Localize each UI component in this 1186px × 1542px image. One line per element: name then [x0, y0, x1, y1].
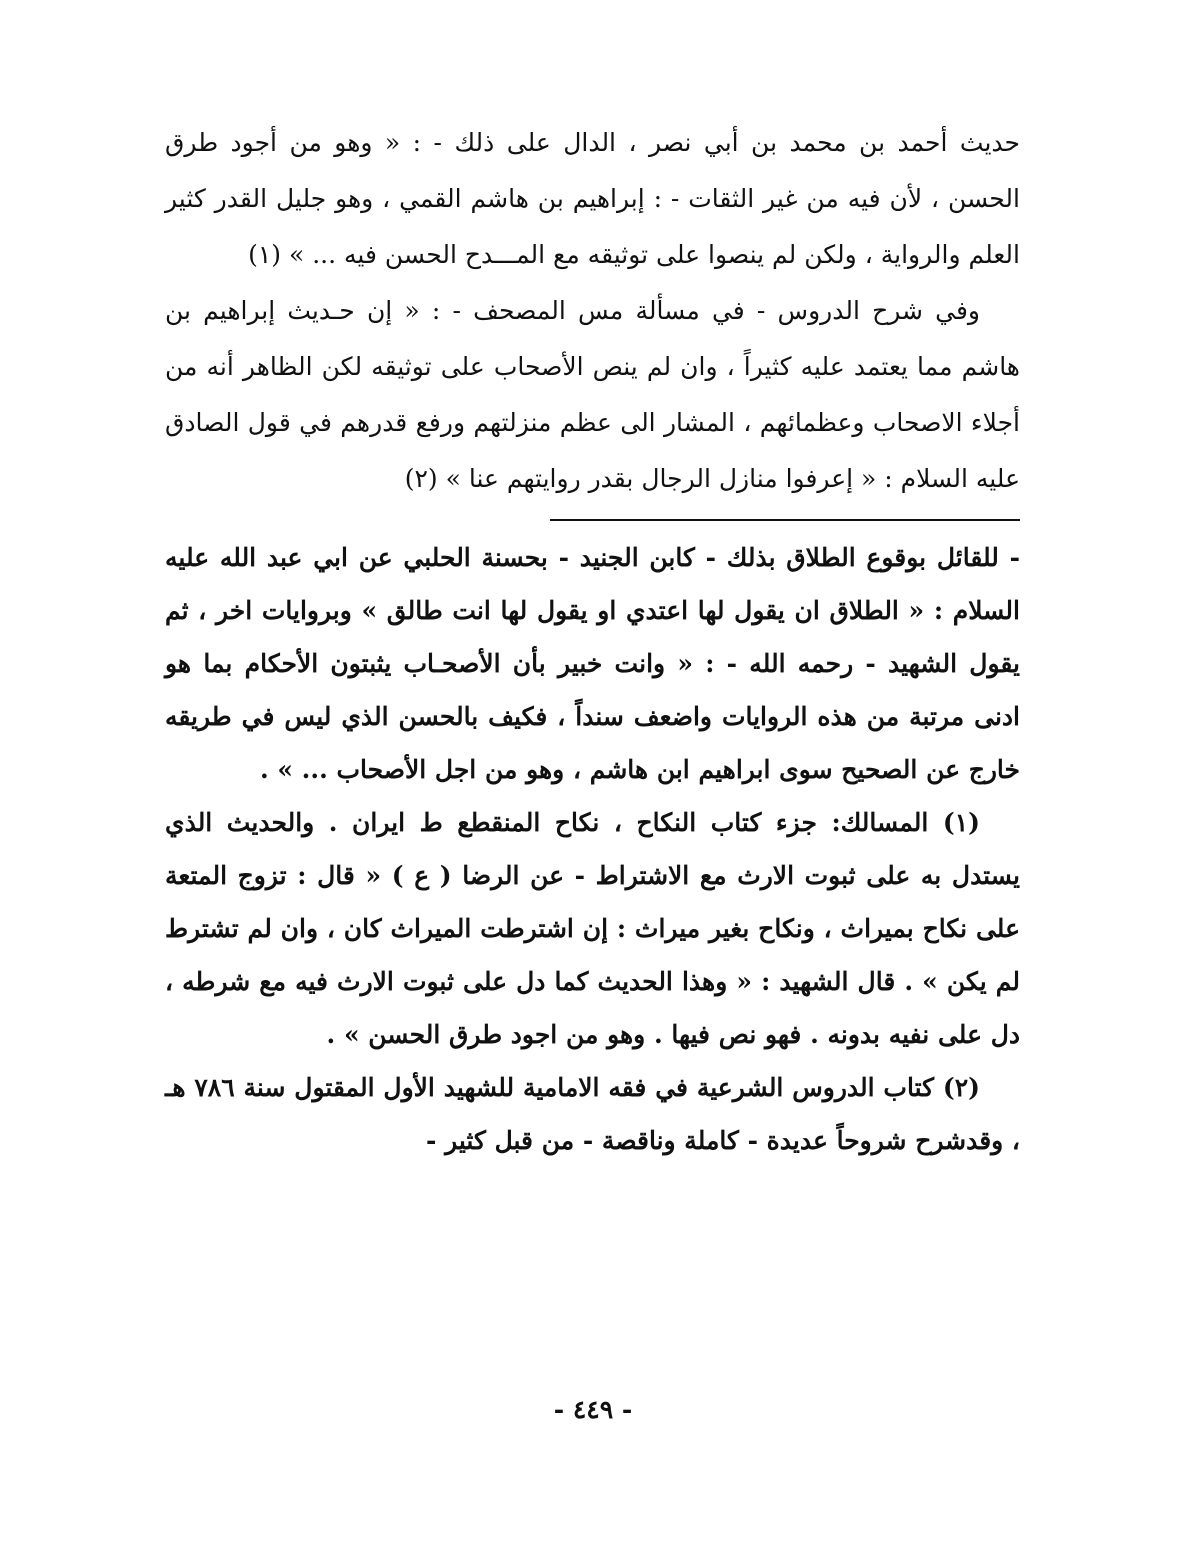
main-text — [165, 115, 1020, 507]
main-paragraph-1: حديث أحمد بن محمد بن أبي نصر ، الدال على ذلك - : « وهو من أجود طرق الحسن ، لأن فيه من غير الثقات - : إبراهيم بن هاشم القمي ، وهو جليل القدر كثير العلم والرواية ، ولكن لم ينصوا على توثيقه مع المـــدح الحسن فيه ... » (١) — [165, 128, 1020, 269]
footnote-continuation: - للقائل بوقوع الطلاق بذلك - كابن الجنيد - بحسنة الحلبي عن ابي عبد الله عليه السلام : « الطلاق ان يقول لها اعتدي او يقول لها انت طالق » وبروايات اخر ، ثم يقول الشهيد - رحمه الله - : « وانت خبير بأن الأصحـاب يثبتون الأحكام بما هو ادنى مرتبة من هذه الروايات واضعف سنداً ، فكيف بالحسن الذي ليس في طريقه خارج عن الصحيح سوى ابراهيم ابن هاشم ، وهو من اجل الأصحاب ... » . — [165, 543, 1020, 784]
footnote-1: (١) المسالك: جزء كتاب النكاح ، نكاح المنقطع ط ايران . والحديث الذي يستدل به على ثبوت الارث مع الاشتراط - عن الرضا ( ع ) « قال : تزوج المتعة على نكاح بميراث ، ونكاح بغير ميراث : إن اشترطت الميراث كان ، وان لم تشترط لم يكن » . قال الشهيد : « وهذا الحديث كما دل على ثبوت الارث فيه مع شرطه ، دل على نفيه بدونه . فهو نص فيها . وهو من اجود طرق الحسن » . — [165, 808, 1020, 1049]
footnotes — [165, 531, 1020, 1167]
main-paragraph-2: وفي شرح الدروس - في مسألة مس المصحف - : « إن حـديث إبراهيم بن هاشم مما يعتمد عليه كثيراً ، وان لم ينص الأصحاب على توثيقه لكن الظاهر أنه من أجلاء الاصحاب وعظمائهم ، المشار الى عظم منزلتهم ورفع قدرهم في قول الصادق عليه السلام : « إعرفوا منازل الرجال بقدر روايتهم عنا » (٢) — [165, 296, 1020, 493]
page-number: - ٤٤٩ - — [553, 1395, 633, 1424]
footnote-2: (٢) كتاب الدروس الشرعية في فقه الامامية للشهيد الأول المقتول سنة ٧٨٦ هـ ، وقدشرح شروحاً عديدة - كاملة وناقصة - من قبل كثير - — [165, 1073, 1020, 1155]
footnote-divider — [550, 519, 1020, 521]
book-page — [165, 115, 1020, 1435]
